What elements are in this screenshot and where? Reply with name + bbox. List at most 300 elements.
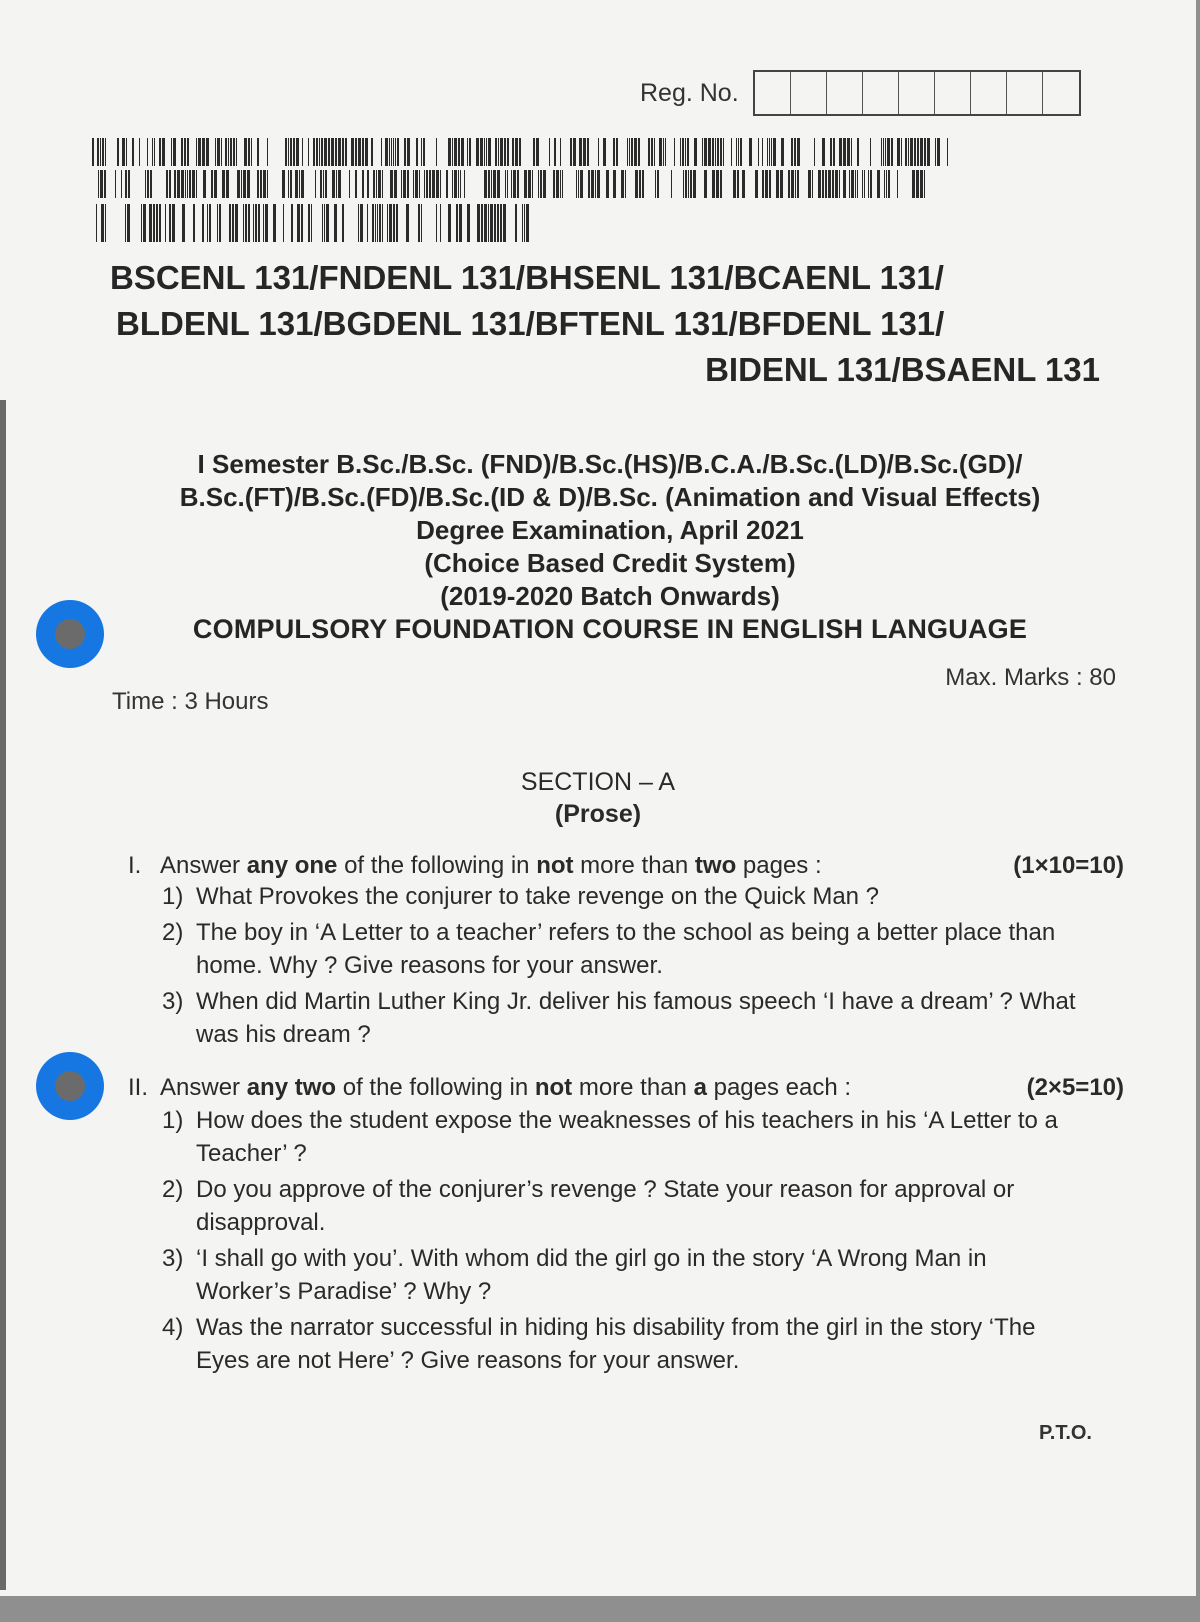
barcode-bar bbox=[338, 170, 341, 198]
barcode-bar bbox=[495, 138, 497, 166]
barcode-bar bbox=[828, 170, 831, 198]
barcode-bar bbox=[771, 138, 772, 166]
barcode-bar bbox=[156, 204, 158, 242]
barcode-bar bbox=[448, 204, 451, 242]
barcode-bar bbox=[360, 204, 363, 242]
barcode-bar bbox=[121, 170, 122, 198]
barcode-bar bbox=[769, 170, 771, 198]
barcode-bar bbox=[320, 170, 322, 198]
barcode-bar bbox=[196, 138, 197, 166]
barcode-bar bbox=[832, 170, 834, 198]
barcode-bar bbox=[497, 170, 500, 198]
barcode-bar bbox=[389, 138, 390, 166]
barcode-bar bbox=[403, 170, 406, 198]
barcode-bar bbox=[322, 204, 323, 242]
barcode-bar bbox=[843, 170, 846, 198]
barcode-bar bbox=[98, 170, 99, 198]
barcode-bar bbox=[177, 170, 180, 198]
barcode-bar bbox=[461, 138, 464, 166]
barcode-bar bbox=[847, 138, 850, 166]
barcode-bar bbox=[152, 138, 153, 166]
barcode-bar bbox=[484, 170, 487, 198]
barcode-bar bbox=[467, 138, 468, 166]
barcode-bar bbox=[680, 138, 681, 166]
item-number: 2) bbox=[162, 919, 184, 946]
barcode-bar bbox=[795, 170, 796, 198]
barcode-bar bbox=[324, 138, 327, 166]
barcode-bar bbox=[358, 138, 361, 166]
instruction-text: of the following in bbox=[336, 1074, 535, 1101]
barcode-bar bbox=[351, 138, 354, 166]
barcode-bar bbox=[511, 170, 512, 198]
barcode-bar bbox=[715, 138, 716, 166]
barcode-bar bbox=[843, 138, 846, 166]
barcode-bar bbox=[522, 204, 523, 242]
barcode-bar bbox=[150, 170, 152, 198]
barcode-bar bbox=[355, 138, 357, 166]
barcode-bar bbox=[165, 204, 166, 242]
barcode-bar bbox=[101, 204, 104, 242]
barcode-bar bbox=[336, 170, 337, 198]
instruction-emphasis: not bbox=[536, 852, 574, 879]
barcode-bar bbox=[737, 170, 739, 198]
barcode-bar bbox=[244, 138, 247, 166]
course-codes-line: BLDENL 131/BGDENL 131/BFTENL 131/BFDENL 131/ bbox=[116, 305, 945, 342]
barcode-bar bbox=[794, 138, 796, 166]
barcode-bar bbox=[385, 138, 388, 166]
barcode-bar bbox=[376, 170, 377, 198]
barcode-bar bbox=[147, 138, 148, 166]
barcode-bar bbox=[325, 170, 327, 198]
barcode-bar bbox=[243, 204, 244, 242]
course-codes bbox=[110, 255, 1100, 393]
barcode-bar bbox=[248, 204, 250, 242]
barcode-bar bbox=[886, 170, 887, 198]
barcode-bar bbox=[476, 138, 479, 166]
barcode-bar bbox=[229, 204, 231, 242]
barcode-bar bbox=[416, 138, 418, 166]
barcode-bar bbox=[226, 170, 229, 198]
barcode-bar bbox=[189, 170, 191, 198]
barcode-bar bbox=[947, 138, 948, 166]
item-text: Was the narrator successful in hiding his disability from the girl in the story ‘The Eyes are not Here’ ? Give reasons for your answer. bbox=[196, 1314, 1036, 1374]
barcode-bar bbox=[260, 170, 262, 198]
barcode-bar bbox=[362, 170, 364, 198]
barcode-bar bbox=[887, 138, 890, 166]
barcode-bar bbox=[391, 138, 392, 166]
course-codes-line: BSCENL 131/FNDENL 131/BHSENL 131/BCAENL 131/ bbox=[110, 259, 944, 296]
batch-info: (2019-2020 Batch Onwards) bbox=[440, 581, 780, 611]
barcode-bar bbox=[273, 204, 276, 242]
item-text: ‘I shall go with you’. With whom did the girl go in the story ‘A Wrong Man in Worker’s Paradise’ ? Why ? bbox=[196, 1245, 987, 1305]
barcode-bar bbox=[484, 138, 485, 166]
barcode-bar bbox=[720, 138, 722, 166]
barcode-bar bbox=[265, 204, 268, 242]
barcode-bar bbox=[481, 204, 483, 242]
barcode-bar bbox=[578, 170, 579, 198]
barcode-bar bbox=[883, 138, 884, 166]
reg-box bbox=[791, 72, 827, 114]
barcode-bar bbox=[924, 170, 925, 198]
barcode-bar bbox=[627, 138, 628, 166]
barcode-bar bbox=[159, 204, 161, 242]
barcode-bar bbox=[371, 138, 373, 166]
barcode-bar bbox=[870, 138, 871, 166]
reg-box bbox=[899, 72, 935, 114]
barcode-bar bbox=[765, 170, 768, 198]
barcode-bar bbox=[877, 170, 880, 198]
barcode-bar bbox=[758, 138, 759, 166]
barcode-bar bbox=[560, 138, 561, 166]
barcode-bar bbox=[332, 170, 335, 198]
barcode-bar bbox=[209, 204, 211, 242]
barcode-bar bbox=[214, 170, 217, 198]
barcode-bar bbox=[648, 138, 650, 166]
barcode-bar bbox=[503, 204, 506, 242]
barcode-bar bbox=[423, 138, 425, 166]
barcode-bar bbox=[920, 138, 923, 166]
barcode-bar bbox=[855, 170, 856, 198]
barcode-bar bbox=[128, 170, 130, 198]
barcode-bar bbox=[663, 138, 664, 166]
barcode-bar bbox=[381, 138, 382, 166]
barcode-bar bbox=[397, 138, 399, 166]
barcode-bar bbox=[685, 138, 686, 166]
barcode-bar bbox=[198, 138, 201, 166]
barcode-bar bbox=[588, 170, 590, 198]
barcode-bar bbox=[494, 204, 496, 242]
scan-edge-shadow bbox=[0, 400, 6, 1590]
barcode-bar bbox=[484, 204, 487, 242]
barcode-bar bbox=[196, 170, 197, 198]
barcode-bar bbox=[324, 204, 325, 242]
barcode-bar bbox=[419, 170, 420, 198]
barcode-bar bbox=[498, 138, 499, 166]
barcode-bar bbox=[665, 138, 666, 166]
exam-time: Time : 3 Hours bbox=[112, 688, 269, 715]
barcode-bar bbox=[105, 204, 106, 242]
barcode-bar bbox=[206, 138, 209, 166]
barcode-bar bbox=[185, 170, 186, 198]
barcode-bar bbox=[587, 138, 589, 166]
barcode-bar bbox=[808, 170, 811, 198]
barcode-bar bbox=[389, 204, 392, 242]
barcode-bar bbox=[394, 170, 397, 198]
instruction-emphasis: any one bbox=[246, 852, 338, 879]
barcode-bar bbox=[901, 138, 902, 166]
barcode-bar bbox=[283, 204, 284, 242]
barcode-bar bbox=[219, 204, 221, 242]
barcode-bar bbox=[505, 170, 506, 198]
barcode-bar bbox=[916, 170, 919, 198]
barcode-bar bbox=[543, 170, 546, 198]
barcode-bar bbox=[797, 170, 799, 198]
barcode-bar bbox=[342, 204, 344, 242]
barcode-bar bbox=[507, 170, 508, 198]
barcode-bar bbox=[253, 204, 254, 242]
instruction-text: more than bbox=[573, 852, 695, 879]
instruction-emphasis: two bbox=[694, 852, 737, 879]
barcode-bar bbox=[597, 170, 600, 198]
barcode-bar bbox=[500, 138, 503, 166]
barcode-bar bbox=[225, 138, 227, 166]
barcode-bar bbox=[436, 170, 439, 198]
barcode-bar bbox=[233, 138, 235, 166]
barcode-bar bbox=[657, 170, 659, 198]
question-number: II. bbox=[128, 1074, 149, 1101]
barcode-bar bbox=[526, 204, 529, 242]
reg-label: Reg. No. bbox=[640, 78, 739, 107]
question-item bbox=[162, 916, 1082, 982]
barcode-bar bbox=[299, 170, 300, 198]
barcode-bar bbox=[290, 170, 292, 198]
barcode-bar bbox=[458, 138, 460, 166]
barcode-bar bbox=[762, 138, 763, 166]
barcode-bar bbox=[905, 138, 907, 166]
barcode-bar bbox=[432, 170, 435, 198]
barcode-bar bbox=[780, 170, 783, 198]
barcode-bar bbox=[187, 170, 188, 198]
barcode-bar bbox=[173, 138, 176, 166]
barcode-bar bbox=[839, 170, 840, 198]
barcode-bar bbox=[295, 170, 298, 198]
barcode-bar bbox=[263, 204, 264, 242]
barcode-bar bbox=[248, 138, 250, 166]
question-item bbox=[162, 1104, 1082, 1170]
barcode-bar bbox=[635, 170, 638, 198]
barcode-bar bbox=[174, 170, 176, 198]
barcode-bar bbox=[454, 138, 457, 166]
barcode-bar bbox=[401, 170, 402, 198]
barcode-bar bbox=[169, 170, 171, 198]
barcode-bar bbox=[712, 138, 714, 166]
punch-hole-icon bbox=[36, 600, 104, 668]
barcode-bar bbox=[407, 138, 410, 166]
barcode-bar bbox=[708, 138, 711, 166]
barcode-bar bbox=[851, 170, 854, 198]
barcode-bar bbox=[638, 138, 640, 166]
barcode-bar bbox=[924, 138, 926, 166]
barcode-bar bbox=[528, 170, 531, 198]
barcode-bar bbox=[870, 170, 872, 198]
barcode-bar bbox=[682, 138, 684, 166]
instruction-text: of the following in bbox=[337, 852, 537, 879]
item-text: Do you approve of the conjurer’s revenge ? State your reason for approval or disapproval. bbox=[196, 1176, 1015, 1236]
barcode-bar bbox=[631, 138, 633, 166]
barcode-bar bbox=[258, 204, 260, 242]
barcode-bar bbox=[580, 170, 583, 198]
barcode-bar bbox=[616, 138, 618, 166]
barcode-bar bbox=[456, 204, 458, 242]
barcode-bar bbox=[97, 138, 99, 166]
barcode-bar bbox=[362, 138, 364, 166]
barcode-bar bbox=[379, 204, 381, 242]
barcode-bar bbox=[731, 138, 732, 166]
page-turn-note: P.T.O. bbox=[1039, 1422, 1092, 1444]
barcode-bar bbox=[181, 170, 184, 198]
barcode-bar bbox=[491, 170, 492, 198]
barcode-bar bbox=[914, 138, 916, 166]
barcode-bar bbox=[651, 138, 653, 166]
barcode-bar bbox=[245, 204, 247, 242]
barcode-bar bbox=[301, 170, 304, 198]
barcode-bar bbox=[625, 170, 626, 198]
barcode-bar bbox=[897, 170, 898, 198]
barcode-bar bbox=[704, 138, 707, 166]
barcode-bar bbox=[570, 138, 572, 166]
reg-box bbox=[827, 72, 863, 114]
barcode-bar bbox=[654, 138, 655, 166]
barcode-bar bbox=[881, 138, 882, 166]
barcode-bar bbox=[917, 138, 919, 166]
barcode-bar bbox=[864, 170, 865, 198]
barcode-bar bbox=[851, 138, 852, 166]
barcode-bar bbox=[396, 204, 398, 242]
barcode-bar bbox=[595, 170, 596, 198]
instruction-text: more than bbox=[572, 1074, 694, 1101]
question-2-items bbox=[162, 1104, 1082, 1380]
barcode-bar bbox=[372, 204, 374, 242]
barcode-bar bbox=[554, 138, 556, 166]
barcode-bar bbox=[251, 138, 252, 166]
barcode-bar bbox=[791, 138, 793, 166]
barcode-bar bbox=[367, 170, 369, 198]
barcode-bar bbox=[536, 138, 539, 166]
barcode-strip bbox=[92, 138, 948, 166]
barcode-bar bbox=[247, 170, 250, 198]
barcode-bar bbox=[184, 138, 186, 166]
barcode-bar bbox=[683, 170, 684, 198]
punch-hole-icon bbox=[36, 1052, 104, 1120]
reg-box bbox=[935, 72, 971, 114]
barcode-bar bbox=[338, 138, 341, 166]
barcode-bar bbox=[885, 138, 886, 166]
barcode-bar bbox=[556, 170, 559, 198]
barcode-bar bbox=[169, 204, 171, 242]
barcode-bar bbox=[102, 138, 104, 166]
barcode-bar bbox=[342, 138, 344, 166]
barcode-bar bbox=[143, 204, 146, 242]
barcode-bar bbox=[488, 204, 489, 242]
barcode-bar bbox=[857, 170, 858, 198]
barcode-bar bbox=[477, 204, 480, 242]
barcode-bar bbox=[693, 170, 696, 198]
barcode-bar bbox=[446, 170, 448, 198]
barcode-bar bbox=[222, 170, 225, 198]
barcode-bar bbox=[738, 138, 739, 166]
barcode-bar bbox=[257, 170, 259, 198]
barcode-bar bbox=[243, 170, 246, 198]
exam-name: Degree Examination, April 2021 bbox=[416, 515, 804, 545]
barcode-bar bbox=[773, 138, 776, 166]
barcode-bar bbox=[720, 170, 722, 198]
barcode-bar bbox=[382, 170, 383, 198]
barcode-bar bbox=[560, 170, 561, 198]
barcode-bar bbox=[105, 138, 106, 166]
instruction-text: pages : bbox=[736, 852, 822, 879]
barcode-bar bbox=[814, 138, 815, 166]
barcode-bar bbox=[387, 204, 388, 242]
barcode-bar bbox=[532, 170, 533, 198]
barcode-bar bbox=[406, 204, 409, 242]
barcode-bar bbox=[230, 138, 232, 166]
barcode-bar bbox=[833, 138, 835, 166]
barcode-bar bbox=[418, 204, 420, 242]
section-title: SECTION – A bbox=[520, 768, 676, 796]
barcode-bar bbox=[378, 170, 381, 198]
barcode-bar bbox=[127, 204, 130, 242]
barcode-bar bbox=[769, 138, 770, 166]
barcode-bar bbox=[393, 204, 395, 242]
barcode-bar bbox=[776, 170, 779, 198]
barcode-bar bbox=[311, 204, 312, 242]
barcode-bar bbox=[524, 170, 527, 198]
instruction-emphasis: a bbox=[693, 1074, 707, 1101]
barcode-bar bbox=[393, 138, 394, 166]
barcode-bar bbox=[257, 138, 259, 166]
barcode-bar bbox=[297, 204, 300, 242]
barcode-bar bbox=[723, 138, 724, 166]
barcode-bar bbox=[515, 204, 517, 242]
barcode-bar bbox=[125, 170, 127, 198]
barcode-bar bbox=[415, 170, 418, 198]
barcode-bar bbox=[395, 138, 396, 166]
barcode-strip bbox=[92, 204, 532, 242]
barcode-bar bbox=[459, 204, 462, 242]
barcode-bar bbox=[421, 204, 422, 242]
barcode-bar bbox=[634, 138, 637, 166]
barcode-bar bbox=[375, 204, 376, 242]
question-item bbox=[162, 1311, 1082, 1377]
barcode-bar bbox=[285, 138, 287, 166]
barcode-bar bbox=[912, 170, 915, 198]
barcode-bar bbox=[132, 138, 134, 166]
barcode-bar bbox=[377, 204, 378, 242]
max-marks: Max. Marks : 80 bbox=[945, 664, 1116, 691]
barcode-bar bbox=[825, 170, 827, 198]
barcode-bar bbox=[591, 170, 594, 198]
barcode-bar bbox=[290, 138, 292, 166]
barcode-bar bbox=[181, 138, 183, 166]
barcode-bar bbox=[716, 170, 719, 198]
barcode-bar bbox=[319, 138, 320, 166]
barcode-bar bbox=[215, 138, 216, 166]
barcode-bar bbox=[345, 138, 347, 166]
barcode-bar bbox=[767, 138, 768, 166]
barcode-bar bbox=[153, 204, 155, 242]
barcode-bar bbox=[467, 204, 470, 242]
barcode-bar bbox=[367, 204, 368, 242]
question-marks: (1×10=10) bbox=[1013, 852, 1124, 879]
barcode-bar bbox=[404, 138, 406, 166]
barcode-bar bbox=[355, 170, 357, 198]
reg-number-boxes bbox=[753, 70, 1081, 116]
barcode-bar bbox=[436, 138, 437, 166]
barcode-bar bbox=[781, 138, 784, 166]
barcode-bar bbox=[512, 138, 514, 166]
barcode-bar bbox=[839, 138, 842, 166]
barcode-bar bbox=[469, 138, 471, 166]
barcode-bar bbox=[549, 138, 550, 166]
barcode-bar bbox=[323, 170, 324, 198]
barcode-bar bbox=[147, 170, 149, 198]
barcode-bar bbox=[452, 138, 453, 166]
barcode-bar bbox=[935, 138, 936, 166]
barcode-bar bbox=[540, 170, 542, 198]
reg-box bbox=[1007, 72, 1043, 114]
barcode-bar bbox=[308, 138, 309, 166]
barcode-bar bbox=[211, 170, 213, 198]
